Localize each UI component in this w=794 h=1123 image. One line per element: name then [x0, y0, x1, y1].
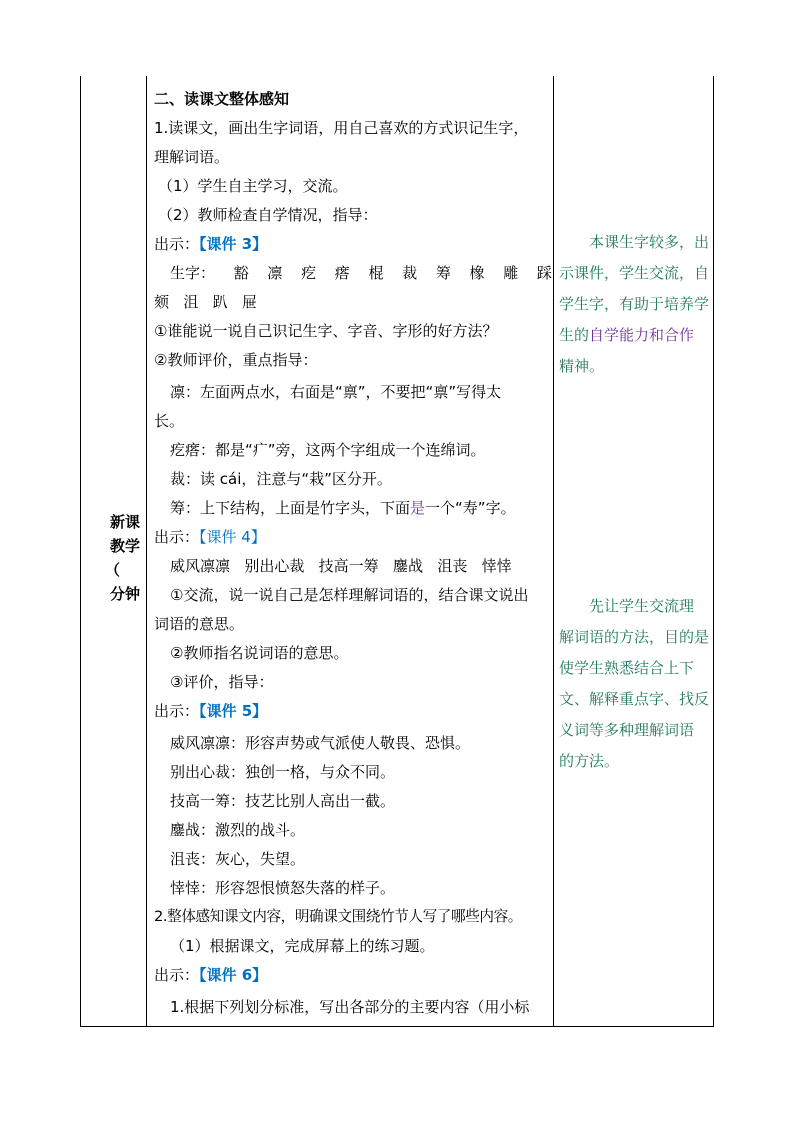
show-line — [154, 696, 552, 726]
vocab-word: 威风凛凛 — [170, 557, 231, 575]
table-border-right — [713, 76, 714, 1026]
show-line — [154, 522, 552, 552]
content-line: 沮丧：灰心，失望。 — [170, 850, 306, 868]
content-line: 凛：左面两点水，右面是“禀”，不要把“禀”写得太 — [170, 383, 502, 401]
content-line: ③评价，指导： — [170, 673, 274, 691]
note-line: 先让学生交流理 — [589, 597, 695, 615]
char: 凛 — [267, 264, 283, 282]
note-line: 解词语的方法，目的是 — [559, 628, 710, 646]
courseware-tag: 【课件 4】 — [199, 528, 266, 546]
show-label: 出示： — [154, 702, 200, 720]
show-label: 出示： — [154, 528, 200, 546]
content-line — [170, 493, 568, 523]
chars-label: 生字： — [170, 264, 216, 282]
new-chars-line — [154, 258, 552, 288]
content-text: 是 — [410, 499, 426, 517]
vocab-word: 沮丧 — [437, 557, 468, 575]
courseware-tag: 【课件 6】 — [199, 966, 268, 984]
table-border-bottom — [80, 1026, 714, 1027]
show-label: 出示： — [154, 235, 200, 253]
content-line: （1）学生自主学习，交流。 — [158, 177, 348, 195]
stage-label — [105, 510, 145, 606]
content-line: 2.整体感知课文内容，明确课文围绕竹节人写了哪些内容。 — [154, 908, 522, 925]
content-line: 威风凛凛：形容声势或气派使人敬畏、恐惧。 — [170, 734, 471, 752]
content-line: 技高一筹：技艺比别人高出一截。 — [170, 792, 396, 810]
vocab-word: 鏖战 — [392, 557, 423, 575]
teaching-note-1 — [559, 227, 713, 382]
char: 颏 — [154, 293, 170, 311]
section-heading: 二、读课文整体感知 — [154, 90, 290, 108]
content-line: ①谁能说一说自己识记生字、字音、字形的好方法？ — [154, 322, 498, 340]
teaching-note-2 — [559, 591, 713, 777]
note-line: 学生字，有助于培养学 — [559, 295, 710, 313]
table-divider-1 — [146, 76, 147, 1026]
courseware-tag: 【课件 5】 — [199, 702, 268, 720]
char: 屉 — [241, 293, 257, 311]
note-line: 本课生字较多，出 — [589, 233, 710, 251]
content-line: ②教师评价，重点指导： — [154, 351, 318, 369]
note-line: 使学生熟悉结合上下 — [559, 659, 695, 677]
content-line: 理解词语。 — [154, 148, 230, 166]
note-line: 示课件，学生交流，自 — [559, 264, 710, 282]
char: 棍 — [368, 264, 384, 282]
content-line: 疙瘩：都是“疒”旁，这两个字组成一个连绵词。 — [170, 441, 486, 459]
char: 踩 — [536, 264, 552, 282]
table-border-left — [80, 76, 81, 1026]
note-line: 文、解释重点字、找反 — [559, 690, 710, 708]
char: 橡 — [469, 264, 485, 282]
char: 雕 — [503, 264, 519, 282]
stage-line: 教学 — [109, 537, 140, 555]
content-line: 悻悻：形容怨恨愤怒失落的样子。 — [170, 879, 396, 897]
char: 瘩 — [334, 264, 350, 282]
char: 筹 — [435, 264, 451, 282]
vocab-line — [170, 551, 568, 581]
char: 豁 — [233, 264, 249, 282]
note-text: 自学能力和合作 — [589, 326, 695, 344]
content-line: 1.根据下列划分标准，写出各部分的主要内容（用小标 — [170, 998, 530, 1016]
char: 裁 — [402, 264, 418, 282]
stage-line: 分钟 — [109, 585, 140, 603]
show-label: 出示： — [154, 966, 200, 984]
content-line: 词语的意思。 — [154, 615, 245, 633]
content-text: 一个“寿”字。 — [425, 499, 516, 517]
content-line: （2）教师检查自学情况，指导： — [158, 206, 378, 224]
vocab-word: 悻悻 — [481, 557, 512, 575]
content-line: （1）根据课文，完成屏幕上的练习题。 — [170, 937, 435, 955]
note-line — [559, 320, 713, 351]
courseware-tag: 【课件 3】 — [199, 235, 268, 253]
content-line: ①交流，说一说自己是怎样理解词语的，结合课文说出 — [170, 586, 529, 604]
stage-line: （ — [105, 561, 121, 579]
content-line: 别出心裁：独创一格，与众不同。 — [170, 763, 396, 781]
content-line: ②教师指名说词语的意思。 — [170, 644, 349, 662]
content-line: 1.读课文，画出生字词语，用自己喜欢的方式识记生字， — [154, 119, 529, 137]
show-line — [154, 960, 552, 990]
content-line: 鏖战：激烈的战斗。 — [170, 821, 306, 839]
char: 沮 — [183, 293, 199, 311]
content-text: 筹：上下结构，上面是竹字头，下面 — [170, 499, 411, 517]
note-text: 生的 — [559, 326, 590, 344]
new-chars-line-2 — [154, 287, 552, 317]
vocab-word: 别出心裁 — [244, 557, 305, 575]
note-line: 精神。 — [559, 357, 605, 375]
content-line: 长。 — [154, 412, 185, 430]
stage-line: 新课 — [109, 513, 140, 531]
char: 趴 — [212, 293, 228, 311]
char: 疙 — [301, 264, 317, 282]
show-line — [154, 229, 552, 259]
note-line: 义词等多种理解词语 — [559, 721, 695, 739]
note-line: 的方法。 — [559, 752, 620, 770]
content-line: 裁：读 cái，注意与“栽”区分开。 — [170, 470, 392, 488]
vocab-word: 技高一筹 — [318, 557, 379, 575]
